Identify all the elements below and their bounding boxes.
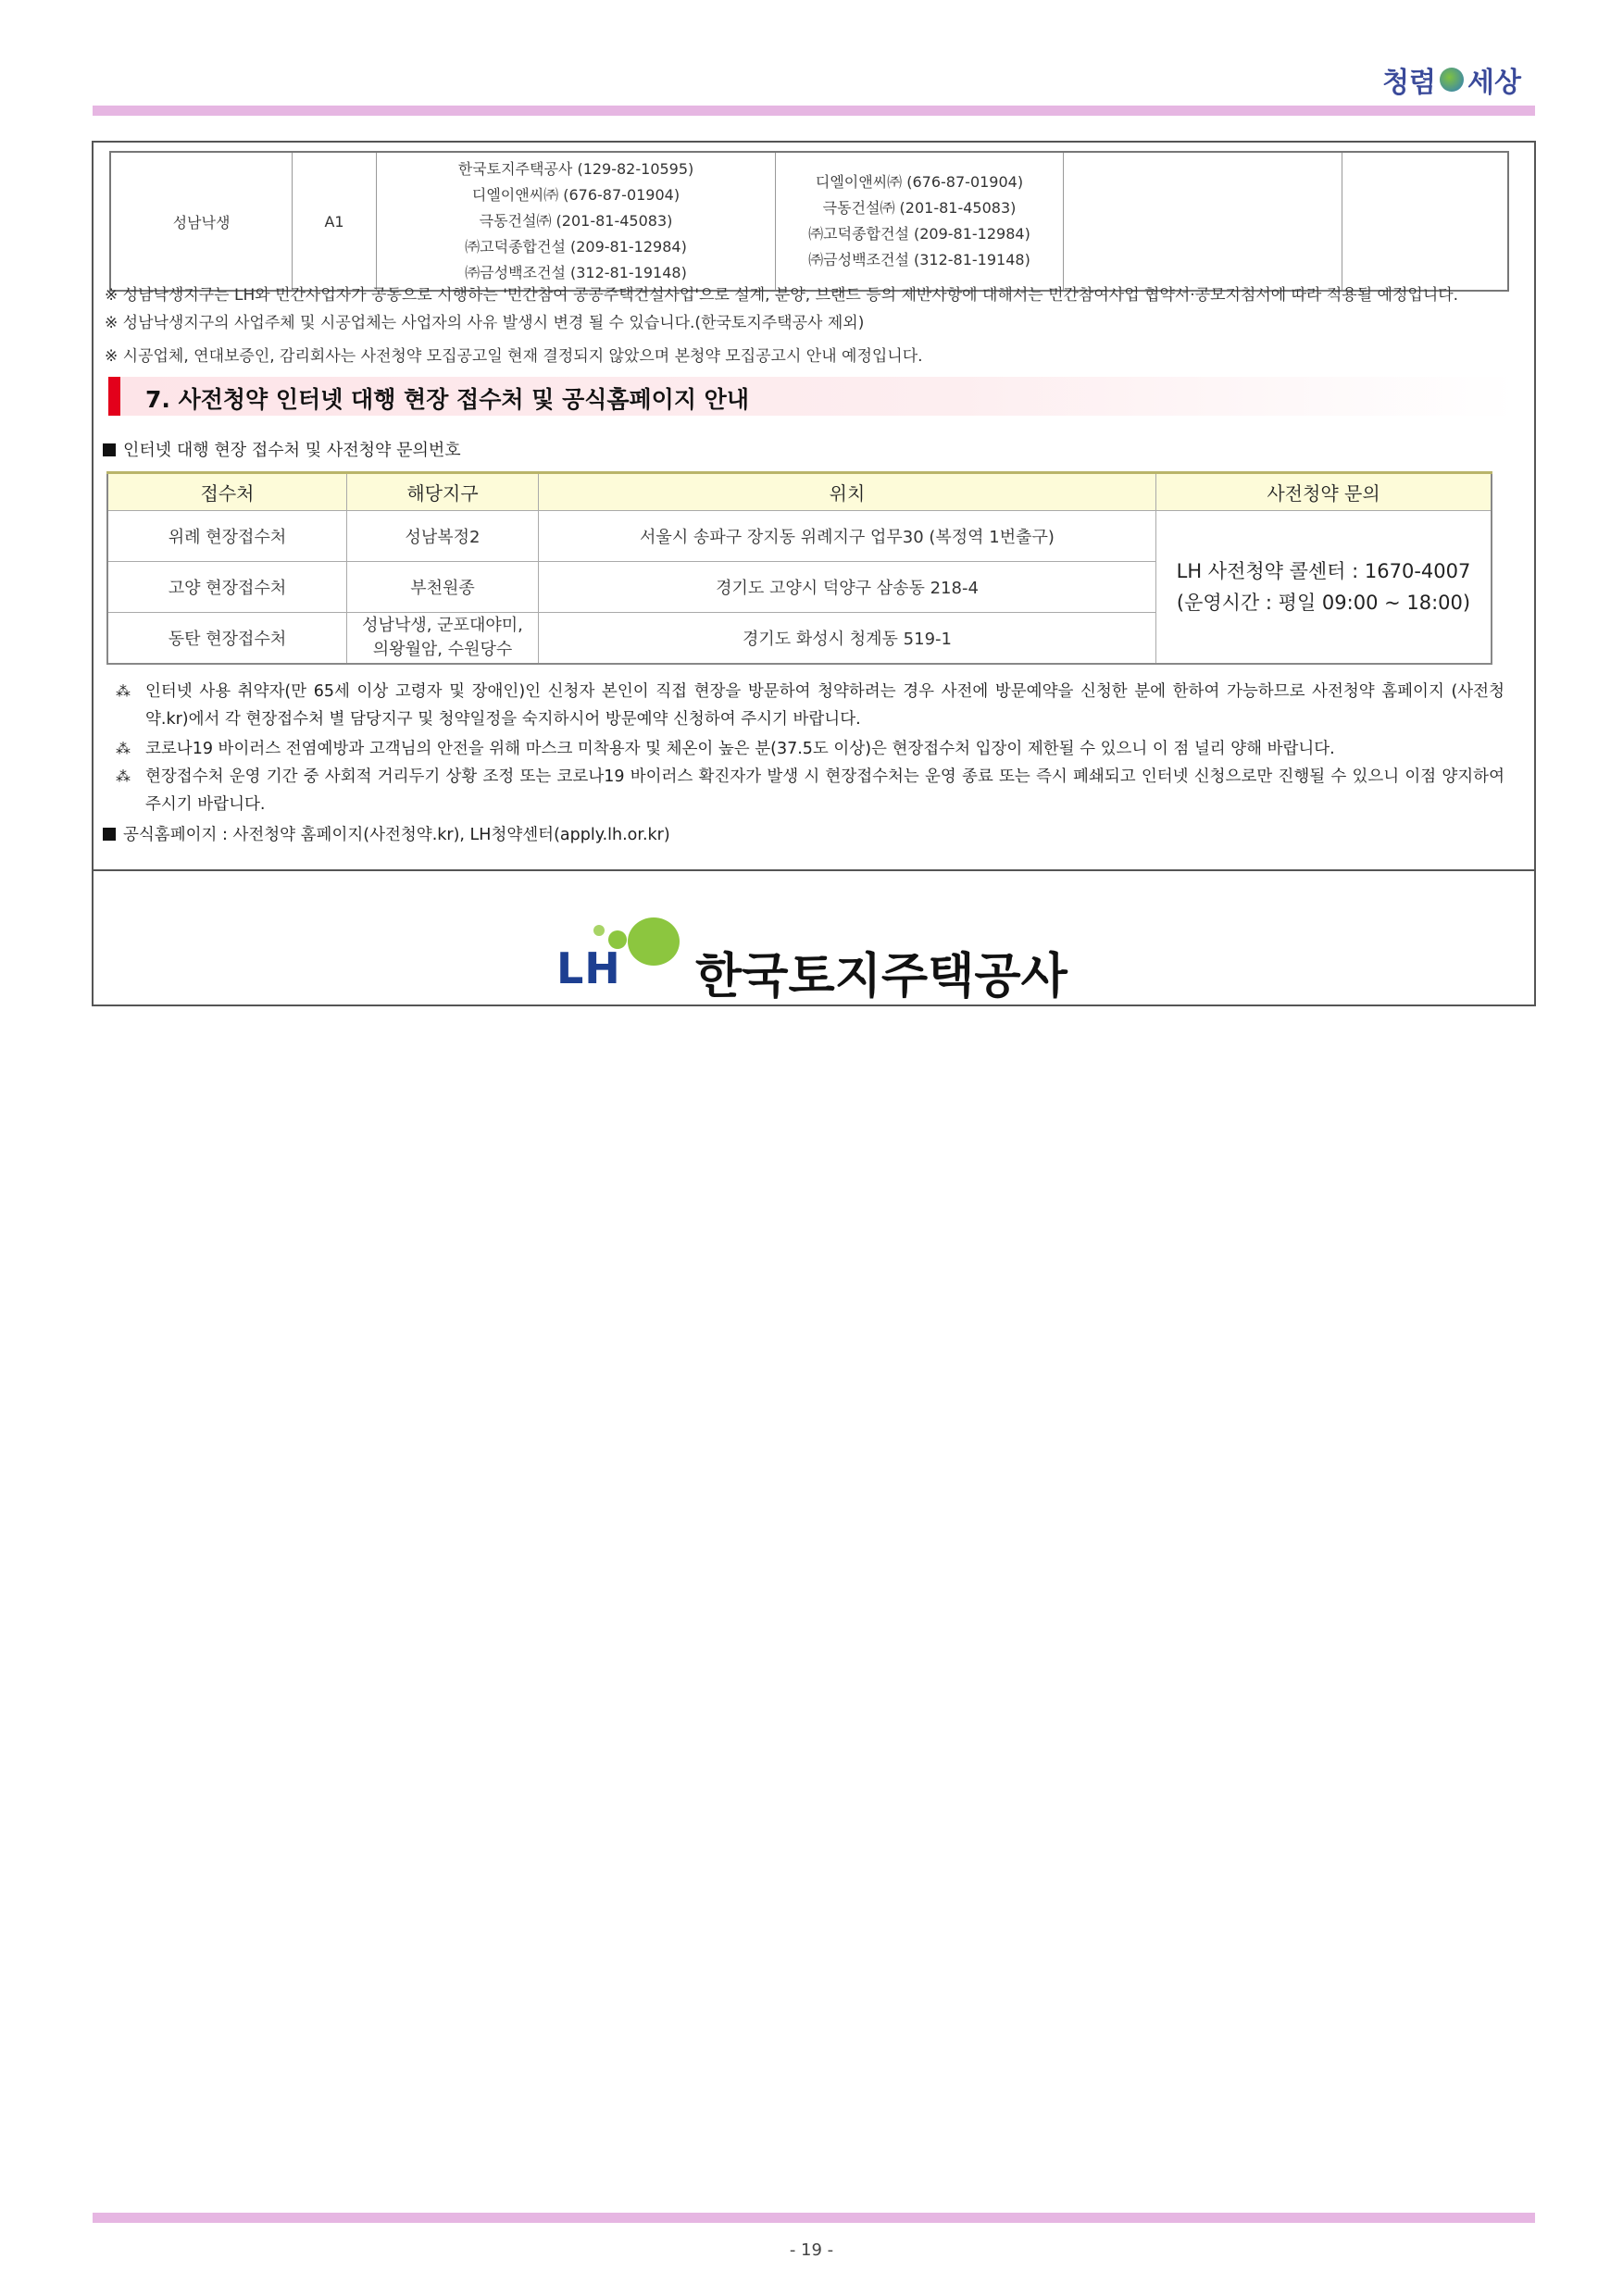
builders-cell xyxy=(377,152,776,291)
square-bullet-icon xyxy=(103,828,116,841)
district-cell: 성남복정2 xyxy=(347,511,539,562)
constructors-cell xyxy=(776,152,1064,291)
notice-text: 인터넷 사용 취약자(만 65세 이상 고령자 및 장애인)인 신청자 본인이 직접 현장을 방문하여 청약하려는 경우 사전에 방문예약을 신청한 분에 한하여 가능하므로 사전청약 홈페이지 (사전청약.kr)에서 각 현장접수처 별 담당지구 및 청약일정을 숙지하시어 방문예약 신청하여 주시기 바랍니다. xyxy=(145,682,1504,729)
page-number: - 19 - xyxy=(789,2240,834,2260)
subheading xyxy=(103,437,461,461)
notice-item xyxy=(116,763,1504,818)
frame-divider xyxy=(94,869,1534,871)
notice-item xyxy=(116,678,1504,733)
inquiry-cell xyxy=(1156,511,1492,665)
asterism-icon: ⁂ xyxy=(116,682,131,700)
empty-cell xyxy=(1342,152,1509,291)
globe-icon xyxy=(1440,68,1464,92)
location-cell: 경기도 고양시 덕양구 삼송동 218-4 xyxy=(539,562,1156,613)
office-cell: 고양 현장접수처 xyxy=(107,562,347,613)
asterism-icon: ⁂ xyxy=(116,767,131,785)
constructor-line: ㈜고덕종합건설 (209-81-12984) xyxy=(808,225,1030,243)
inquiry-phone: LH 사전청약 콜센터 : 1670-4007 xyxy=(1176,560,1471,582)
empty-cell xyxy=(1064,152,1342,291)
constructor-line: 디엘이앤씨㈜ (676-87-01904) xyxy=(815,173,1024,191)
block-cell: A1 xyxy=(293,152,377,291)
constructor-line: ㈜금성백조건설 (312-81-19148) xyxy=(808,251,1030,268)
table-row xyxy=(107,511,1492,562)
notice-text: 코로나19 바이러스 전염예방과 고객님의 안전을 위해 마스크 미착용자 및 체온이 높은 분(37.5도 이상)은 현장접수처 입장이 제한될 수 있으니 이 점 널리 양해 바랍니다. xyxy=(145,740,1335,758)
builder-line: ㈜고덕종합건설 (209-81-12984) xyxy=(465,238,687,256)
builder-line: 디엘이앤씨㈜ (676-87-01904) xyxy=(471,186,680,204)
note-line: ※ 시공업체, 연대보증인, 감리회사는 사전청약 모집공고일 현재 결정되지 않았으며 본청약 모집공고시 안내 예정입니다. xyxy=(105,347,923,366)
district-line: 의왕월암, 수원당수 xyxy=(372,640,513,659)
district-cell: 부천원종 xyxy=(347,562,539,613)
homepage-value: : 사전청약 홈페이지(사전청약.kr), LH청약센터(apply.lh.or.kr) xyxy=(217,826,670,844)
section-heading xyxy=(108,377,1517,416)
district-cell: 성남낙생 xyxy=(110,152,293,291)
subheading-text: 인터넷 대행 현장 접수처 및 사전청약 문의번호 xyxy=(123,441,461,460)
column-header: 위치 xyxy=(539,473,1156,511)
section-marker xyxy=(108,377,120,416)
district-cell xyxy=(347,613,539,665)
location-cell: 서울시 송파구 장지동 위례지구 업무30 (복정역 1번출구) xyxy=(539,511,1156,562)
notice-item xyxy=(116,735,1504,763)
lh-logo xyxy=(556,906,1075,1008)
asterism-icon: ⁂ xyxy=(116,740,131,757)
homepage-line xyxy=(103,822,670,845)
bottom-divider xyxy=(93,2213,1535,2223)
district-line: 성남낙생, 군포대야미, xyxy=(362,616,523,635)
lh-mark: LH xyxy=(556,943,621,993)
logo-text-left: 청렴 xyxy=(1382,67,1437,99)
column-header: 해당지구 xyxy=(347,473,539,511)
section-title: 7. 사전청약 인터넷 대행 현장 접수처 및 공식홈페이지 안내 xyxy=(145,386,749,413)
construction-table xyxy=(109,151,1509,292)
top-divider xyxy=(93,106,1535,116)
logo-text-right: 세상 xyxy=(1467,67,1521,99)
column-header: 접수처 xyxy=(107,473,347,511)
note-line: ※ 성남낙생지구는 LH와 민간사업자가 공동으로 시행하는 '민간참여 공공주택건설사업'으로 설계, 분양, 브랜드 등의 제반사항에 대해서는 민간참여사업 협약서·공모지침서에 따라 적용될 예정입니다. xyxy=(105,286,1459,305)
note-line: ※ 성남낙생지구의 사업주체 및 시공업체는 사업자의 사유 발생시 변경 될 수 있습니다.(한국토지주택공사 제외) xyxy=(105,314,865,332)
integrity-world-logo xyxy=(1382,61,1521,98)
organization-name: 한국토지주택공사 xyxy=(695,949,1067,1004)
square-bullet-icon xyxy=(103,443,116,456)
notice-text: 현장접수처 운영 기간 중 사회적 거리두기 상황 조정 또는 코로나19 바이러스 확진자가 발생 시 현장접수처는 운영 종료 또는 즉시 폐쇄되고 인터넷 신청으로만 진행될 수 있으니 이점 양지하여 주시기 바랍니다. xyxy=(145,767,1504,814)
inquiry-hours: (운영시간 : 평일 09:00 ~ 18:00) xyxy=(1176,592,1471,614)
builder-line: 극동건설㈜ (201-81-45083) xyxy=(479,212,673,230)
constructor-line: 극동건설㈜ (201-81-45083) xyxy=(822,199,1017,217)
office-cell: 동탄 현장접수처 xyxy=(107,613,347,665)
homepage-label: 공식홈페이지 xyxy=(123,826,218,844)
office-cell: 위례 현장접수처 xyxy=(107,511,347,562)
column-header: 사전청약 문의 xyxy=(1156,473,1492,511)
office-table xyxy=(106,471,1492,665)
builder-line: ㈜금성백조건설 (312-81-19148) xyxy=(465,264,687,281)
builder-line: 한국토지주택공사 (129-82-10595) xyxy=(457,160,694,178)
location-cell: 경기도 화성시 청계동 519-1 xyxy=(539,613,1156,665)
content-frame xyxy=(92,141,1536,1006)
